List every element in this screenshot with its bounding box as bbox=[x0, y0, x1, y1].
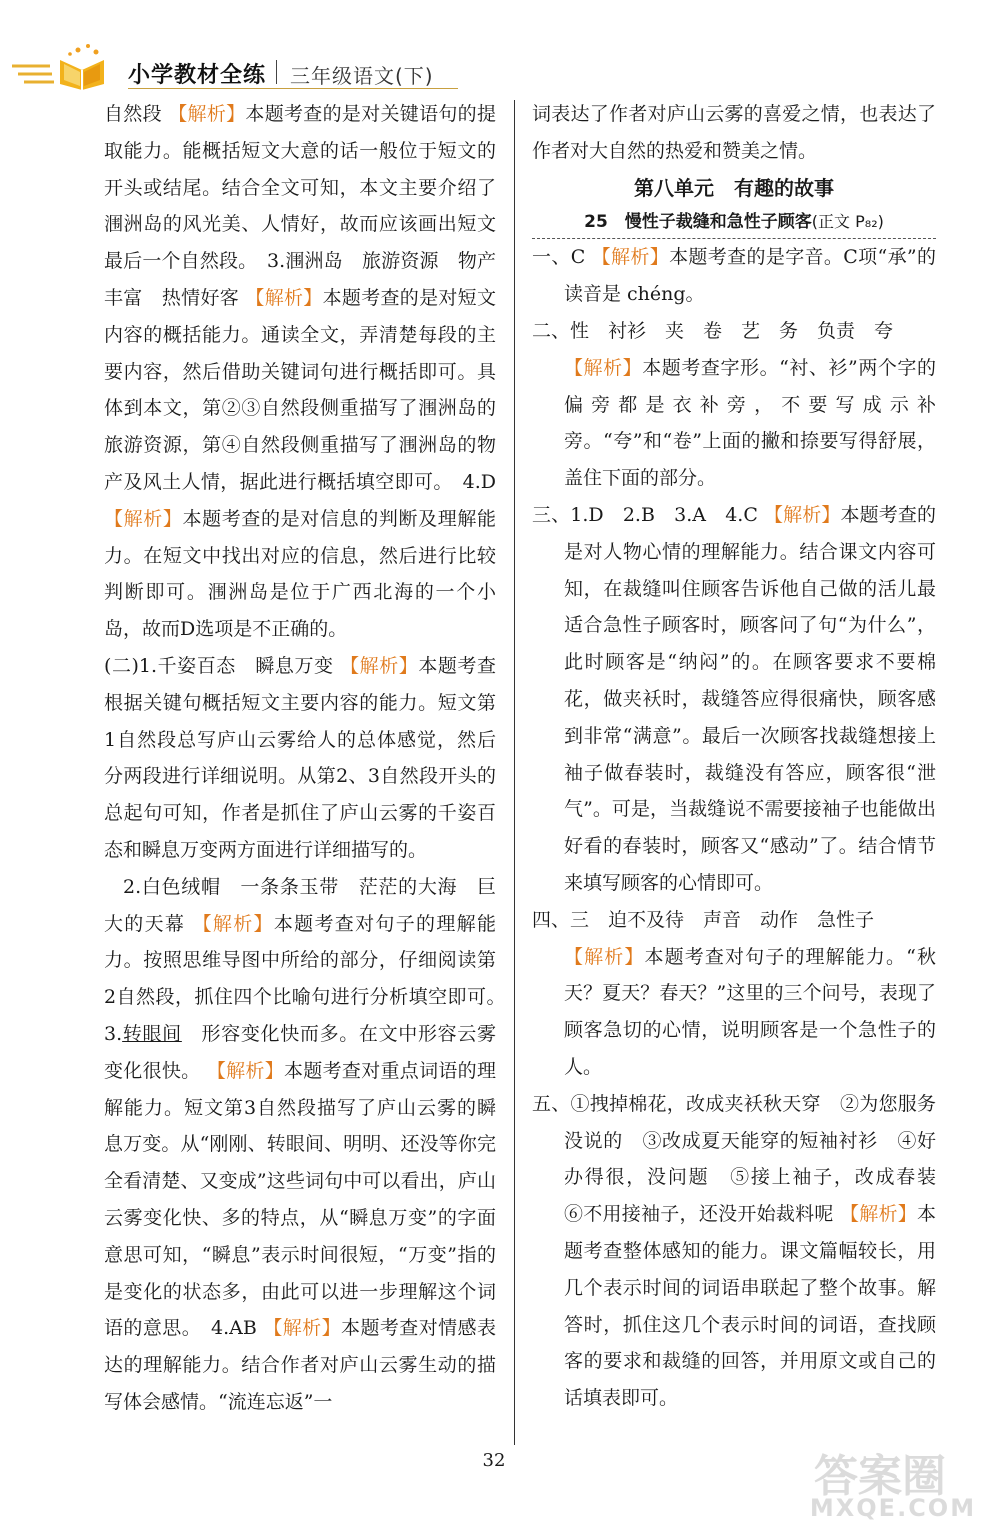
page-number: 32 bbox=[482, 1450, 506, 1471]
right-column bbox=[532, 96, 956, 1417]
analysis-tag: 【解析】 bbox=[764, 503, 841, 526]
answer-paragraph: 2.白色绒帽 一条条玉带 茫茫的大海 巨大的天幕 【解析】本题考查对句子的理解能力。按照思维导图中所给的部分，仔细阅读第2自然段，抓住四个比喻句进行分析填空即可。 3.转眼间 形容变化快而多。在文中形容云雾变化很快。 【解析】本题考查对重点词语的理解能力。短文第3自然段描写了庐山云雾的瞬息万变。从“刚刚、转眼间、明明、还没等你完全看清楚、又变成”这些词句中可以看出，庐山云雾变化快、多的特点，从“瞬息万变”的字面意思可知，“瞬息”表示时间很短，“万变”指的是变化的状态多，由此可以进一步理解这个词语的意思。 4.AB 【解析】本题考查对情感表达的理解能力。结合作者对庐山云雾生动的描写体会感情。“流连忘返”一 bbox=[104, 875, 516, 1413]
underlined-answer: 转眼间 bbox=[122, 1022, 182, 1045]
answer-item: 【解析】本题考查对句子的理解能力。“秋天？夏天？春天？”这里的三个问号，表现了顾客急切的心情，说明顾客是一个急性子的人。 bbox=[564, 945, 936, 1078]
book-logo-icon bbox=[10, 40, 120, 92]
lesson-page-ref: (正文 P₈₂) bbox=[811, 212, 884, 232]
answer-item: 四、三 迫不及待 声音 动作 急性子 bbox=[532, 908, 875, 931]
analysis-tag: 【解析】 bbox=[340, 654, 419, 677]
lesson-title: 25 慢性子裁缝和急性子顾客(正文 P₈₂) bbox=[532, 206, 936, 239]
analysis-tag: 【解析】 bbox=[192, 912, 274, 935]
unit-title: 第八单元 有趣的故事 bbox=[634, 175, 834, 200]
answer-paragraph: (二)1.千姿百态 瞬息万变 【解析】本题考查根据关键句概括短文主要内容的能力。短文第1自然段总写庐山云雾给人的总体感觉，然后分两段进行详细说明。从第2、3自然段开头的总起句可知，作者是抓住了庐山云雾的千姿百态和瞬息万变两方面进行详细描写的。 bbox=[104, 654, 496, 861]
answer-paragraph: 词表达了作者对庐山云雾的喜爱之情，也表达了作者对大自然的热爱和赞美之情。 bbox=[532, 103, 936, 162]
column-divider bbox=[514, 100, 515, 1445]
analysis-tag: 【解析】 bbox=[591, 246, 670, 269]
analysis-tag: 【解析】 bbox=[564, 945, 645, 968]
answer-item: 五、①拽掉棉花，改成夹袄秋天穿 ②为您服务没说的 ③改成夏天能穿的短袖衬衫 ④好办得很，没问题 ⑤接上袖子，改成春装 ⑥不用接袖子，还没开始裁料呢 【解析】本题考查整体感知的能力。课文篇幅较长，用几个表示时间的词语串联起了整个故事。解答时，抓住这几个表示时间的词语，查找顾客的要求和裁缝的回答，并用原文或自己的话填表即可。 bbox=[532, 1092, 956, 1410]
analysis-tag: 【解析】 bbox=[168, 103, 246, 125]
analysis-tag: 【解析】 bbox=[104, 507, 183, 530]
answer-item: 一、C 【解析】本题考查的是字音。C项“承”的读音是 chéng。 bbox=[532, 246, 936, 306]
watermark-logo: 答案圈 bbox=[814, 1451, 946, 1502]
subject-title: 三年级语文(下) bbox=[290, 64, 434, 88]
watermark-url: MXQE.COM bbox=[809, 1494, 977, 1522]
answer-item: 三、1.D 2.B 3.A 4.C 【解析】本题考查的是对人物心情的理解能力。结合课文内容可知，在裁缝叫住顾客告诉他自己做的活儿最适合急性子顾客时，顾客问了句“为什么”，此时顾客是“纳闷”的。在顾客要求不要棉花，做夹袄时，裁缝答应得很痛快，顾客感到非常“满意”。最后一次顾客找裁缝想接上袖子做春装时，裁缝没有答应，顾客很“泄气”。可是，当裁缝说不需要接袖子也能做出好看的春装时，顾客又“感动”了。结合情节来填写顾客的心情即可。 bbox=[532, 503, 936, 894]
analysis-tag: 【解析】 bbox=[206, 1059, 285, 1082]
answer-item: 【解析】本题考查字形。“衬、衫”两个字的偏旁都是衣补旁，不要写成示补旁。“夸”和“卷”上面的撇和捺要写得舒展，盖住下面的部分。 bbox=[564, 356, 936, 490]
header-rule bbox=[128, 88, 458, 89]
analysis-tag: 【解析】 bbox=[245, 286, 323, 309]
analysis-tag: 【解析】 bbox=[263, 1317, 342, 1340]
left-column bbox=[104, 96, 516, 1421]
analysis-tag: 【解析】 bbox=[839, 1203, 917, 1226]
answer-item: 二、性 衬衫 夹 卷 艺 务 负责 夸 bbox=[532, 319, 894, 342]
analysis-tag: 【解析】 bbox=[564, 356, 643, 379]
page-header bbox=[0, 0, 988, 96]
site-watermark bbox=[808, 1440, 978, 1530]
brand-title: 小学教材全练 bbox=[128, 63, 267, 88]
answer-paragraph: 自然段 【解析】本题考查的是对关键语句的提取能力。能概括短文大意的话一般位于短文的开头或结尾。结合全文可知，本文主要介绍了涠洲岛的风光美、人情好，故而应该画出短文最后一个自然段。 3.涠洲岛 旅游资源 物产丰富 热情好客 【解析】本题考查的是对短文内容的概括能力。通读全文，弄清楚每段的主要内容，然后借助关键词句进行概括即可。具体到本文，第②③自然段侧重描写了涠洲岛的旅游资源，第④自然段侧重描写了涠洲岛的物产及风土人情，据此进行概括填空即可。 4.D 【解析】本题考查的是对信息的判断及理解能力。在短文中找出对应的信息，然后进行比较判断即可。涠洲岛是位于广西北海的一个小岛，故而D选项是不正确的。 bbox=[104, 103, 496, 641]
header-separator bbox=[276, 60, 277, 84]
